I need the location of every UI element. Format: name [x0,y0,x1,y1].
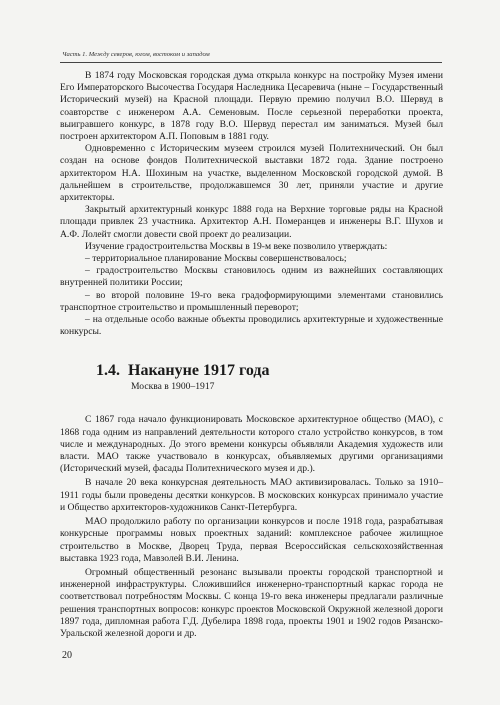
paragraph: Одновременно с Историческим музеем строился музей Политехнический. Он был создан на основе фондов Политехнической выставки 1872 года. Здание построено архитектором Н.А. Шохиным на участке, выделенном Московской городской думой. В дальнейшем в строительстве, продолжавшемся 30 лет, приняли участие и другие архитекторы. [60,143,443,204]
section-title-text: Накануне 1917 года [128,362,270,380]
section-number: 1.4. [96,362,120,380]
running-title: Часть 1. Между северов, югом, востоком и западом [62,51,210,58]
page-number: 20 [62,650,72,661]
body-text [60,70,443,640]
header-rule [60,62,442,63]
section-title [96,362,443,380]
paragraph: Огромный общественный резонанс вызывали проекты городской транспортной и инженерной инфраструктуры. Сложившийся инженерно-транспортный каркас города не соответствовал потребностям Москвы. С конца 19-го века инженеры предлагали различные решения транспортных вопросов: конкурс проектов Московской Окружной железной дороги 1897 года, дипломная работа Г.Д. Дубелира 1898 года, проекты 1901 и 1902 годов Рязанско-Уральской железной дороги и др. [60,566,443,639]
section-heading [96,362,443,393]
paragraph: В 1874 году Московская городская дума открыла конкурс на постройку Музея имени Его Императорского Высочества Государя Наследника Цесаревича (ныне – Государственный Исторический музей) на Красной площади. Первую премию получил В.О. Шервуд в соавторстве с инженером А.А. Семеновым. После серьезной переработки проекта, выигравшего конкурс, в 1878 году В.О. Шервуд перестал им заниматься. Музей был построен архитектором А.П. Поповым в 1881 году. [60,70,443,143]
paragraph: В начале 20 века конкурсная деятельность МАО активизировалась. Только за 1910–1911 годы были проведены десятки конкурсов. В московских конкурсах принимало участие и Общество архитекторов-художников Санкт-Петербурга. [60,477,443,513]
list-item: – во второй половине 19-го века градоформирующими элементами становились транспортное строительство и промышленный переворот; [60,289,443,313]
list-item: – на отдельные особо важные объекты проводились архитектурные и художественные конкурсы. [60,314,443,338]
paragraph: Закрытый архитектурный конкурс 1888 года на Верхние торговые ряды на Красной площади привлек 23 участника. Архитектор А.Н. Померанцев и инженеры В.Г. Шухов и А.Ф. Лолейт смогли довести свой проект до реализации. [60,204,443,240]
list-item: – градостроительство Москвы становилось одним из важнейших составляющих внутренней политики России; [60,265,443,289]
section-subtitle: Москва в 1900–1917 [131,381,215,393]
paragraph: Изучение градостроительства Москвы в 19-м веке позволило утверждать: [85,240,388,252]
paragraph: МАО продолжило работу по организации конкурсов и после 1918 года, разрабатывая конкурсные программы новых проектных заданий: комплексное рабочее жилищное строительство в Москве, Дворец Труда, первая Всероссийская сельскохозяйственная выставка 1923 года, Мавзолей В.И. Ленина. [60,516,443,564]
paragraph: С 1867 года начало функционировать Московское архитектурное общество (МАО), с 1868 года одним из направлений деятельности которого стало устройство конкурсов, в том числе и международных. До этого времени конкурсы объявляли Академия художеств или власти. МАО также участвовало в конкурсах, объявляемых другими организациями (Исторический музей, фасады Политехнического музея и др.). [60,414,443,475]
list-item: – территориальное планирование Москвы совершенствовалось; [85,253,347,265]
